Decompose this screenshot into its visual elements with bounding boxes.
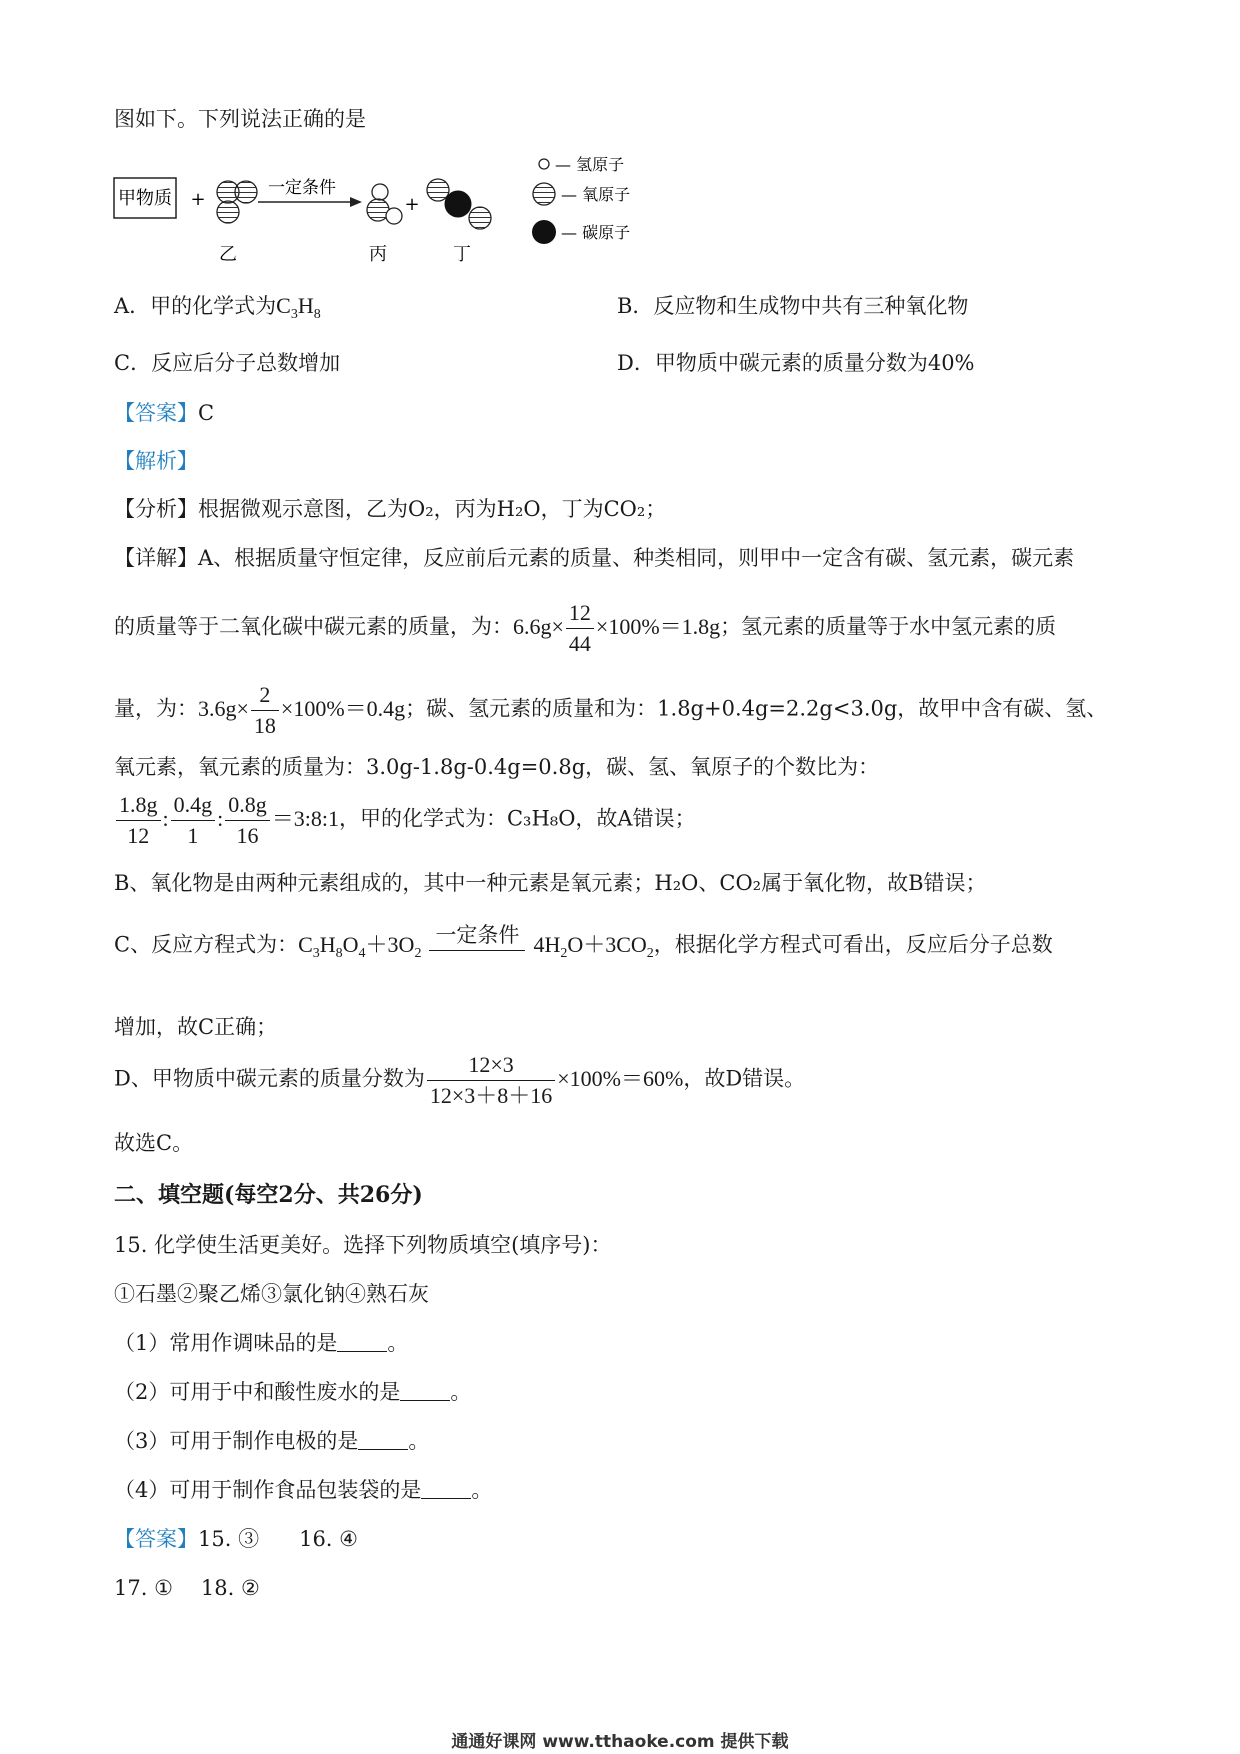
answer-tag: 【答案】 [114,401,198,425]
answer-2 [114,1524,358,1554]
sub-3-text: （3）可用于制作电极的是 [114,1429,359,1453]
option-b: B．反应物和生成物中共有三种氧化物 [617,294,969,318]
xiangjie-line-4: 氧元素，氧元素的质量为：3.0g-1.8g-0.4g=0.8g，碳、氢、氧原子的个数比为： [114,755,880,779]
answer-value: C [198,401,215,425]
sub-1-text: （1）常用作调味品的是 [114,1331,338,1355]
q15-sub-3 [114,1426,429,1456]
option-a-formula: $C_3H_8$ [276,293,321,322]
answer-16: 16. ④ [299,1527,358,1551]
line-3-text-a: 量，为： [114,696,198,721]
q15-items: ①石墨②聚乙烯③氯化钠④熟石灰 [114,1282,429,1306]
co2-molecule [427,179,491,229]
reaction-equation: $C_3H_8O_4+3O_2$ 一定条件 $4H_2O+3CO_2$ [298,932,654,957]
answer-15: 15. ③ [198,1527,260,1551]
answer-18: 18. ② [200,1576,260,1600]
sub-3-end: 。 [408,1429,430,1453]
d-text-a: D、甲物质中碳元素的质量分数为 [114,1066,425,1091]
q15-stem: 15. 化学使生活更美好。选择下列物质填空(填序号)： [114,1233,612,1257]
xiangjie-line-3 [114,680,1107,741]
xiangjie-text-1: A、根据质量守恒定律，反应前后元素的质量、种类相同，则甲中一定含有碳、氢元素，碳元素 [198,546,1075,570]
label-yi: 乙 [219,244,237,265]
blank-3[interactable] [358,1429,408,1450]
option-d: D．甲物质中碳元素的质量分数为40% [617,351,975,375]
legend-hydrogen: — 氢原子 [555,155,625,174]
option-c: C．反应后分子总数增加 [114,351,341,375]
xiangjie-line-1 [114,543,1074,573]
answer-2-tag: 【答案】 [114,1527,198,1551]
d-text-b: ，故D错误。 [683,1066,806,1091]
sub-4-end: 。 [471,1478,493,1502]
plus-sign-2: + [404,194,420,215]
c-text-b: ，根据化学方程式可看出，反应后分子总数 [653,932,1053,957]
sub-4-text: （4）可用于制作食品包装袋的是 [114,1478,422,1502]
analysis-tag: 【解析】 [114,449,198,473]
xiangjie-c-line-1 [114,922,1053,971]
line-3-text-b: ；碳、氢元素的质量和为：1.8g+0.4g=2.2g<3.0g，故甲中含有碳、氢、 [405,696,1108,721]
blank-2[interactable] [400,1380,450,1401]
carbon-mass-formula: 6.6g× $\frac{12}{44}$ ×100%＝1.8g [513,600,721,656]
label-ding: 丁 [453,244,471,265]
blank-1[interactable] [337,1331,387,1352]
oxygen-molecule [217,181,257,223]
fenxi [114,494,666,524]
option-a [114,291,321,330]
xiangjie-tag: 【详解】 [114,546,198,570]
answer-1 [114,398,214,428]
line-2-text-b: ；氢元素的质量等于水中氢元素的质 [720,614,1057,639]
answer-2b [114,1573,260,1603]
line-5-text-b: ，甲的化学式为：C₃H₈O，故A错误； [338,806,696,831]
blank-4[interactable] [421,1478,471,1499]
answer-17: 17. ① [114,1576,173,1600]
equation-condition: 一定条件 [435,923,520,947]
section-2-heading: 二、填空题(每空2分、共26分) [114,1182,423,1208]
option-a-text: A．甲的化学式为 [114,294,277,318]
carbon-fraction-formula: $\frac{12\times 3}{12\times 3+8+16}$ ×100%＝60% [425,1066,683,1091]
sub-2-text: （2）可用于中和酸性废水的是 [114,1380,401,1404]
question-intro: 图如下。下列说法正确的是 [114,107,366,131]
water-molecule [367,184,402,224]
xiangjie-d [114,1050,805,1111]
fenxi-tag: 【分析】 [114,497,198,521]
plus-sign-1: + [190,189,206,210]
q15-sub-1 [114,1328,408,1358]
sub-2-end: 。 [450,1380,472,1404]
diagram-legend [532,155,630,244]
q15-sub-2 [114,1377,471,1407]
sub-1-end: 。 [387,1331,409,1355]
fenxi-text: 根据微观示意图，乙为O₂，丙为H₂O，丁为CO₂； [198,497,667,521]
page-footer: 通通好课网 www.tthaoke.com 提供下载 [451,1732,789,1752]
reaction-diagram [110,140,670,270]
legend-carbon: — 碳原子 [561,223,631,242]
line-2-text-a: 的质量等于二氧化碳中碳元素的质量，为： [114,614,513,639]
xiangjie-b: B、氧化物是由两种元素组成的，其中一种元素是氧元素；H₂O、CO₂属于氧化物，故B错误； [114,871,987,895]
xiangjie-c-line-2: 增加，故C正确； [114,1015,278,1039]
atom-ratio-formula: $\frac{1.8g}{12}$ : $\frac{0.4g}{1}$ : $\frac{0.8g}{16}$ ＝3:8:1 [114,806,339,831]
conclusion: 故选C。 [114,1131,194,1155]
substance-a-label: 甲物质 [118,188,172,209]
xiangjie-line-5 [114,790,696,851]
label-bing: 丙 [369,244,387,265]
q15-sub-4 [114,1475,492,1505]
c-text-a: C、反应方程式为： [114,932,299,957]
xiangjie-line-2 [114,598,1056,659]
arrow-condition: 一定条件 [268,178,336,198]
hydrogen-mass-formula: 3.6g× $\frac{2}{18}$ ×100%＝0.4g [198,682,406,738]
legend-oxygen: — 氧原子 [561,185,631,204]
